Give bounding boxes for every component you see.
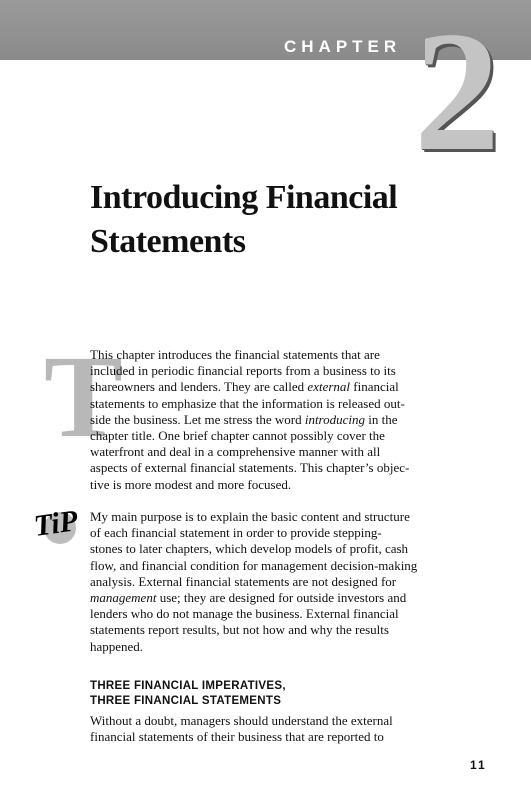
text-line: happened. bbox=[90, 638, 144, 654]
text-line: statements to emphasize that the information is released out- bbox=[90, 395, 405, 411]
text-line: chapter title. One brief chapter cannot possibly cover the bbox=[90, 428, 385, 444]
tip-icon-label: TiP bbox=[31, 504, 80, 543]
section-heading-line-2: THREE FINANCIAL STATEMENTS bbox=[90, 695, 282, 707]
chapter-title-line-2: Statements bbox=[90, 223, 246, 260]
text-line: lenders who do not manage the business. External financial bbox=[90, 606, 399, 622]
text-line: of each financial statement in order to provide stepping- bbox=[90, 525, 382, 541]
text-line: side the business. Let me stress the word introducing in the bbox=[90, 411, 398, 427]
text-line: waterfront and deal in a comprehensive manner with all bbox=[90, 444, 381, 460]
section-paragraph bbox=[90, 713, 450, 745]
page-number: 11 bbox=[470, 758, 487, 772]
text-line: financial statements of their business that are reported to bbox=[90, 729, 384, 745]
dropcap-letter: T bbox=[44, 331, 123, 462]
text-line: analysis. External financial statements are not designed for bbox=[90, 573, 397, 589]
text-line: flow, and financial condition for management decision-making bbox=[90, 557, 418, 573]
text-line: stones to later chapters, which develop models of profit, cash bbox=[90, 541, 409, 557]
text-line: My main purpose is to explain the basic content and structure bbox=[90, 509, 410, 524]
emphasized-word: introducing bbox=[304, 411, 366, 427]
text-line: shareowners and lenders. They are called external financial bbox=[90, 379, 399, 395]
text-line: management use; they are designed for outside investors and bbox=[90, 590, 407, 606]
tip-paragraph bbox=[90, 509, 450, 655]
chapter-label: CHAPTER bbox=[284, 37, 402, 56]
section-heading bbox=[90, 679, 286, 709]
chapter-title-line-1: Introducing Financial bbox=[90, 179, 398, 216]
section-heading-line-1: THREE FINANCIAL IMPERATIVES, bbox=[90, 680, 286, 692]
chapter-number: 2 bbox=[414, 0, 500, 187]
tip-icon bbox=[31, 504, 88, 546]
chapter-title bbox=[90, 176, 510, 264]
text-line: Without a doubt, managers should understand the external bbox=[90, 713, 393, 728]
text-line: aspects of external financial statements. This chapter’s objec- bbox=[90, 460, 410, 476]
intro-paragraph bbox=[90, 347, 450, 493]
emphasized-word: management bbox=[90, 590, 157, 606]
emphasized-word: external bbox=[307, 379, 351, 395]
text-line: included in periodic financial reports from a business to its bbox=[90, 363, 396, 379]
text-line: statements report results, but not how and why the results bbox=[90, 622, 389, 638]
text-line: This chapter introduces the financial statements that are bbox=[90, 347, 380, 362]
text-line: tive is more modest and more focused. bbox=[90, 476, 292, 492]
